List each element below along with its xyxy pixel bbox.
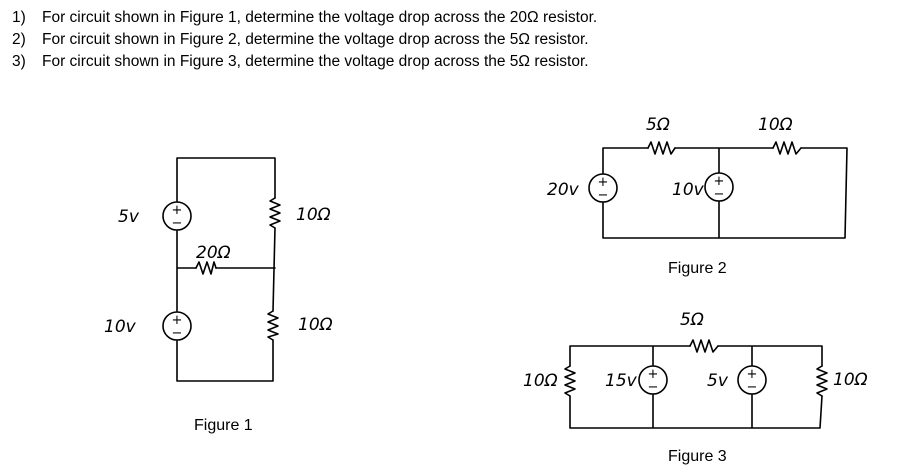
resistor-10-ohm-top — [270, 198, 280, 228]
label-10-ohm-left: 10Ω — [523, 371, 558, 391]
label-20v: 20v — [547, 180, 579, 200]
plus-sign: + — [597, 175, 609, 190]
label-5v: 5v — [707, 371, 728, 391]
label-20-ohm: 20Ω — [196, 243, 231, 263]
plus-sign: + — [647, 367, 659, 382]
label-5-ohm: 5Ω — [646, 115, 670, 135]
label-10v: 10v — [104, 317, 136, 337]
minus-sign: − — [647, 380, 659, 395]
label-5-ohm: 5Ω — [680, 310, 704, 330]
label-10-ohm: 10Ω — [758, 115, 793, 135]
label-15v: 15v — [605, 371, 637, 391]
plus-sign: + — [171, 313, 183, 328]
figure-1-wires — [177, 158, 275, 381]
figure-2 — [547, 115, 847, 277]
label-10-ohm-right: 10Ω — [833, 370, 868, 390]
minus-sign: − — [713, 187, 725, 202]
minus-sign: − — [597, 188, 609, 203]
label-10-ohm-bottom: 10Ω — [298, 315, 333, 335]
plus-sign: + — [713, 174, 725, 189]
question-number: 3) — [12, 53, 26, 70]
figure-2-caption: Figure 2 — [668, 260, 727, 277]
label-10-ohm-top: 10Ω — [296, 205, 331, 225]
minus-sign: − — [171, 216, 183, 231]
resistor-10-ohm — [773, 142, 801, 154]
resistor-5-ohm — [648, 142, 675, 154]
question-number: 2) — [12, 31, 26, 48]
plus-sign: + — [746, 367, 758, 382]
figure-3 — [523, 310, 868, 465]
question-number: 1) — [12, 9, 26, 26]
question-text: For circuit shown in Figure 2, determine the voltage drop across the 5Ω resistor. — [42, 31, 589, 48]
minus-sign: − — [171, 326, 183, 341]
label-5v: 5v — [118, 207, 139, 227]
figure-1 — [104, 158, 333, 434]
minus-sign: − — [746, 380, 758, 395]
question-text: For circuit shown in Figure 3, determine the voltage drop across the 5Ω resistor. — [42, 53, 589, 70]
resistor-10-ohm-bottom — [268, 311, 278, 340]
resistor-20-ohm — [196, 262, 216, 274]
figure-3-caption: Figure 3 — [668, 448, 727, 465]
resistor-10-ohm-right — [817, 366, 827, 396]
question-text: For circuit shown in Figure 1, determine the voltage drop across the 20Ω resistor. — [42, 9, 598, 26]
resistor-5-ohm — [690, 340, 718, 352]
figure-1-caption: Figure 1 — [194, 417, 253, 434]
plus-sign: + — [171, 203, 183, 218]
label-10v: 10v — [672, 180, 704, 200]
resistor-10-ohm-left — [565, 366, 575, 396]
